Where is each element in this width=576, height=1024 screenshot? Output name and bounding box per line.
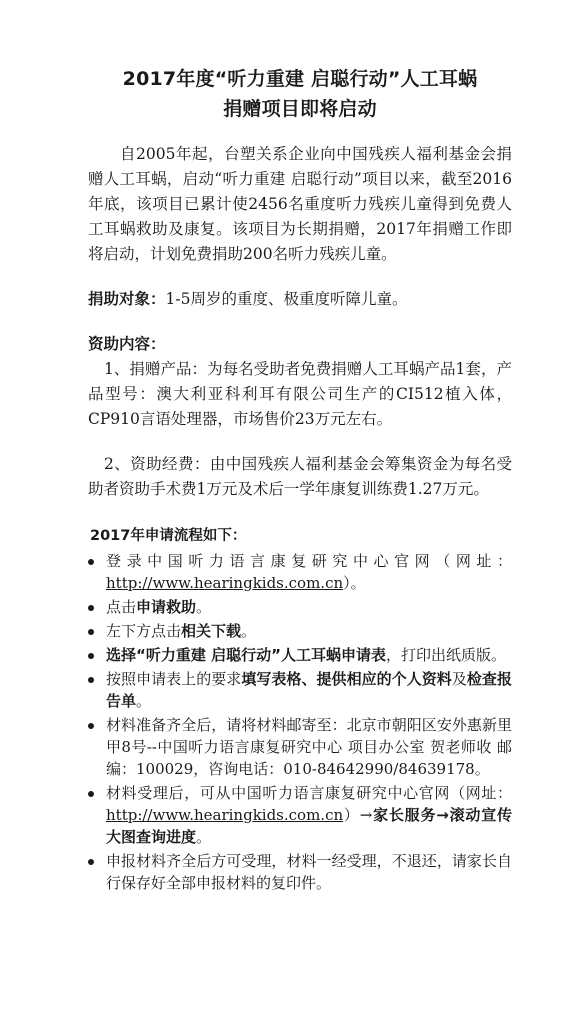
step-text: 。 xyxy=(196,828,212,846)
step-text: ，打印出纸质版。 xyxy=(385,646,506,664)
step-text: 按照申请表上的要求 xyxy=(106,670,242,688)
step-text: 登录中国听力语言康复研究中心官网（网址： xyxy=(106,552,512,570)
target-text: 1-5周岁的重度、极重度听障儿童。 xyxy=(165,290,408,308)
list-item xyxy=(88,850,512,894)
list-item xyxy=(88,644,512,666)
funding-item-1: 1、捐赠产品：为每名受助者免费捐赠人工耳蜗产品1套，产品型号：澳大利亚科利耳有限公司生产的CI512植入体，CP910言语处理器，市场售价23万元左右。 xyxy=(88,360,512,428)
step-text: 。 xyxy=(241,622,257,640)
list-item xyxy=(88,782,512,848)
intro-paragraph: 自2005年起，台塑关系企业向中国残疾人福利基金会捐赠人工耳蜗，启动“听力重建 启聪行动”项目以来，截至2016年底，该项目已累计使2456名重度听力残疾儿童得到免费人工耳蜗救助及康复。该项目为长期捐赠，2017年捐赠工作即将启动，计划免费捐助200名听力残疾儿童。 xyxy=(88,145,512,263)
bullet-icon xyxy=(88,859,94,865)
bullet-icon xyxy=(88,605,94,611)
step-emphasis: 选择“听力重建 启聪行动”人工耳蜗申请表 xyxy=(106,646,386,664)
bullet-icon xyxy=(88,723,94,729)
list-item xyxy=(88,550,512,594)
target-label: 捐助对象： xyxy=(88,290,166,308)
list-item xyxy=(88,620,512,642)
step-text: ）。 xyxy=(343,574,366,592)
step-emphasis: 相关下载 xyxy=(181,622,242,640)
step-emphasis: 家长服务→滚动宣传大图查询进度 xyxy=(106,806,512,846)
title-line-1: 2017年度“听力重建 启聪行动”人工耳蜗 xyxy=(122,68,478,90)
bullet-icon xyxy=(88,629,94,635)
list-item xyxy=(88,714,512,780)
step-emphasis: 申请救助 xyxy=(136,598,197,616)
list-item xyxy=(88,668,512,712)
step-text: 。 xyxy=(196,598,212,616)
step-text: 材料受理后，可从中国听力语言康复研究中心官网（网址： xyxy=(106,784,512,802)
website-link[interactable]: http://www.hearingkids.com.cn xyxy=(106,574,344,592)
website-link[interactable]: http://www.hearingkids.com.cn xyxy=(106,806,344,824)
step-emphasis: 填写表格、提供相应的个人资料 xyxy=(241,670,452,688)
funding-heading: 资助内容： xyxy=(88,335,166,353)
step-text: 及 xyxy=(451,670,467,688)
process-heading: 2017年申请流程如下： xyxy=(90,528,247,544)
step-text: 左下方点击 xyxy=(106,622,182,640)
step-text: 点击 xyxy=(106,598,137,616)
page-title xyxy=(68,64,532,124)
bullet-icon xyxy=(88,559,94,565)
title-line-2: 捐赠项目即将启动 xyxy=(223,98,377,120)
step-text: ）→ xyxy=(343,806,373,824)
funding-item-2: 2、资助经费：由中国残疾人福利基金会筹集资金为每名受助者资助手术费1万元及术后一学年康复训练费1.27万元。 xyxy=(88,455,512,498)
step-emphasis: 检查报告单 xyxy=(106,670,512,710)
step-text: 申报材料齐全后方可受理，材料一经受理，不退还，请家长自行保存好全部申报材料的复印件。 xyxy=(106,852,512,892)
bullet-icon xyxy=(88,791,94,797)
list-item xyxy=(88,596,512,618)
bullet-icon xyxy=(88,677,94,683)
step-text: 材料准备齐全后，请将材料邮寄至：北京市朝阳区安外惠新里甲8号--中国听力语言康复研究中心 项目办公室 贺老师收 邮编：100029，咨询电话：010-84642990/84639178。 xyxy=(106,716,512,778)
bullet-icon xyxy=(88,653,94,659)
step-text: 。 xyxy=(136,692,152,710)
process-steps-list xyxy=(88,550,512,894)
target-paragraph xyxy=(88,287,512,312)
